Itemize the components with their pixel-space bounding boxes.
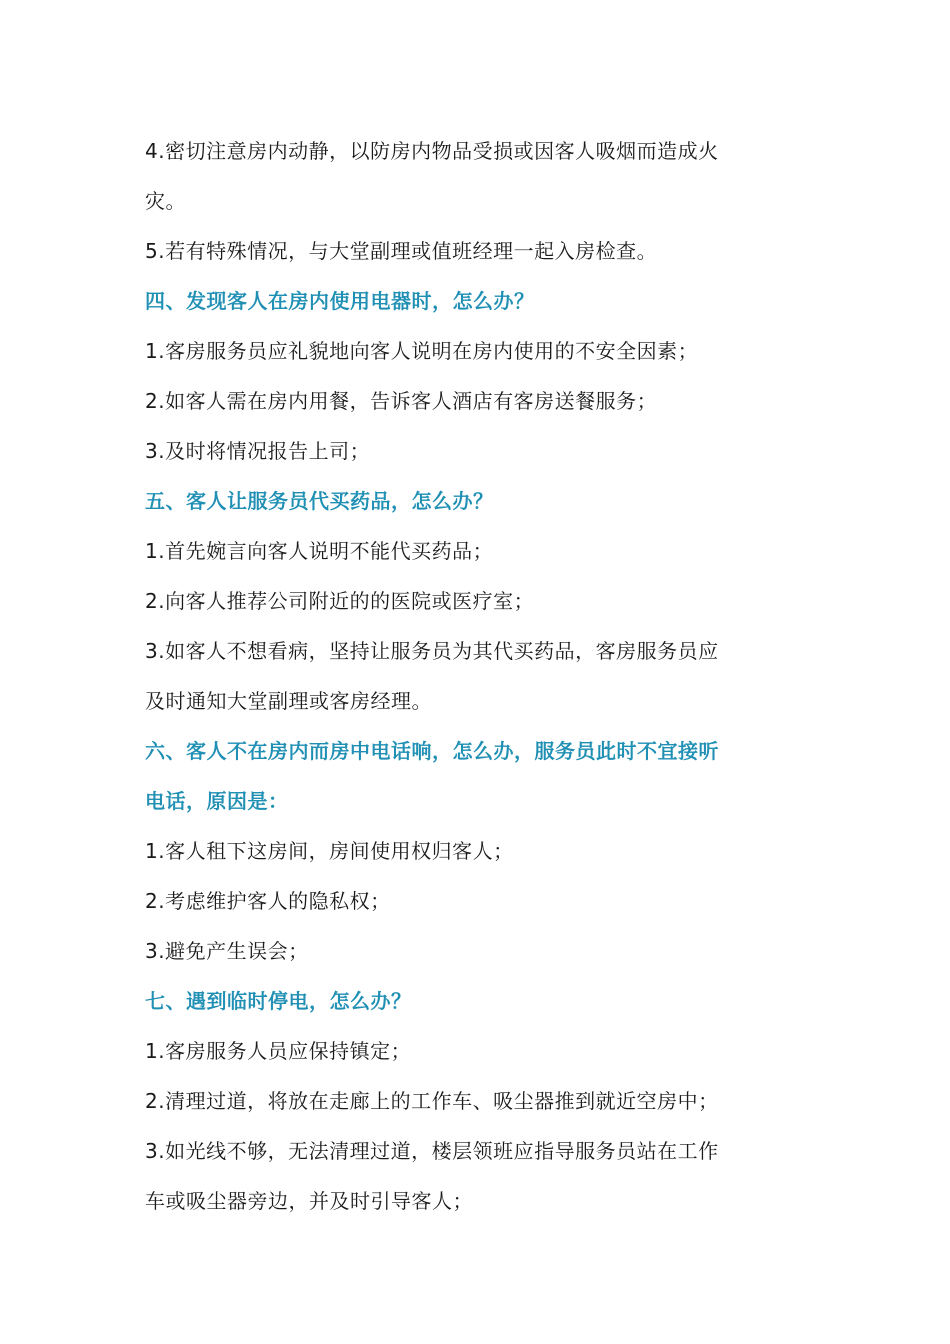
section-5-item-3: 3.如客人不想看病，坚持让服务员为其代买药品，客房服务员应 xyxy=(145,639,719,663)
section-7-item-2: 2.清理过道，将放在走廊上的工作车、吸尘器推到就近空房中； xyxy=(145,1089,719,1113)
section-7-item-3: 3.如光线不够，无法清理过道，楼层领班应指导服务员站在工作 xyxy=(145,1139,719,1163)
section-6-item-2: 2.考虑维护客人的隐私权； xyxy=(145,889,391,913)
section-5-item-2: 2.向客人推荐公司附近的的医院或医疗室； xyxy=(145,589,535,613)
section-7-item-3-cont: 车或吸尘器旁边，并及时引导客人； xyxy=(145,1189,473,1213)
section-4-item-3: 3.及时将情况报告上司； xyxy=(145,439,371,463)
document-page xyxy=(145,126,815,1226)
section-6-item-1: 1.客人租下这房间，房间使用权归客人； xyxy=(145,839,514,863)
section-heading-5: 五、客人让服务员代买药品，怎么办？ xyxy=(145,489,494,513)
body-line-4: 4.密切注意房内动静，以防房内物品受损或因客人吸烟而造成火 xyxy=(145,139,719,163)
body-line-5: 5.若有特殊情况，与大堂副理或值班经理一起入房检查。 xyxy=(145,239,658,263)
section-6-item-3: 3.避免产生误会； xyxy=(145,939,309,963)
section-heading-7: 七、遇到临时停电，怎么办？ xyxy=(145,989,412,1013)
section-4-item-1: 1.客房服务员应礼貌地向客人说明在房内使用的不安全因素； xyxy=(145,339,699,363)
section-5-item-1: 1.首先婉言向客人说明不能代买药品； xyxy=(145,539,494,563)
section-heading-6-cont: 电话，原因是： xyxy=(145,789,289,813)
section-heading-4: 四、发现客人在房内使用电器时，怎么办？ xyxy=(145,289,535,313)
section-4-item-2: 2.如客人需在房内用餐，告诉客人酒店有客房送餐服务； xyxy=(145,389,658,413)
section-5-item-3-cont: 及时通知大堂副理或客房经理。 xyxy=(145,689,432,713)
body-line-4-cont: 灾。 xyxy=(145,189,186,213)
section-7-item-1: 1.客房服务人员应保持镇定； xyxy=(145,1039,412,1063)
section-heading-6: 六、客人不在房内而房中电话响，怎么办，服务员此时不宜接听 xyxy=(145,739,719,763)
